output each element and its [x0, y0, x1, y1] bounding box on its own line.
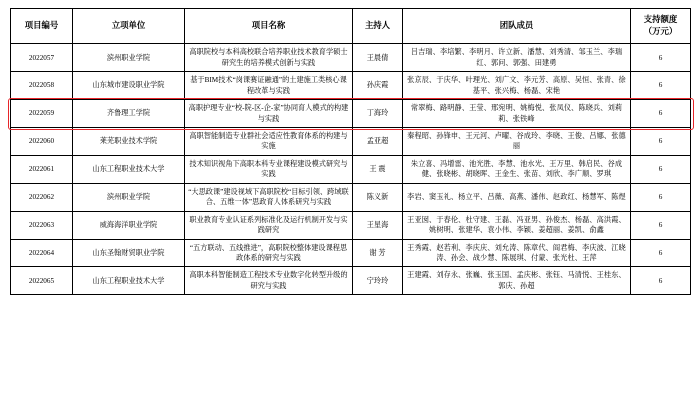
cell-project-name: 职业教育专业认证系列标准化及运行机制开发与实践研究 — [185, 211, 353, 239]
table-header-row — [11, 9, 691, 44]
cell-project-code: 2022064 — [11, 239, 73, 267]
cell-team-members: 张京辰、于庆华、叶理光、刘广文、李元芳、高原、吴恒、张青、徐基平、张兴梅、杨磊、宋艳 — [403, 72, 631, 100]
table-body — [11, 44, 691, 295]
cell-project-code: 2022063 — [11, 211, 73, 239]
column-header-leader: 主持人 — [353, 9, 403, 44]
cell-project-name: 高职院校与本科高校联合培养职业技术教育学硕士研究生的培养模式创新与实践 — [185, 44, 353, 72]
table-row — [11, 72, 691, 100]
cell-project-code: 2022058 — [11, 72, 73, 100]
cell-project-name: 高职智能制造专业群社会适应性教育体系的构建与实施 — [185, 128, 353, 156]
cell-team-members: 常翠梅、路明静、王莹、邢宛明、姚梅悦、张凤仪、陈晓兵、刘莉莉、张铁峰 — [403, 100, 631, 128]
cell-project-name: 基于BIM技术“岗课赛证融通”的土建施工类核心课程改革与实践 — [185, 72, 353, 100]
column-header-project: 项目名称 — [185, 9, 353, 44]
projects-table — [10, 8, 691, 295]
cell-project-name: 技术知识视角下高职本科专业课程建设模式研究与实践 — [185, 155, 353, 183]
column-header-code: 项目编号 — [11, 9, 73, 44]
cell-project-name: 高职护理专业“校-院-区-企-家”协同育人模式的构建与实践 — [185, 100, 353, 128]
cell-leader: 孟亚超 — [353, 128, 403, 156]
cell-amount: 6 — [631, 155, 691, 183]
cell-team-members: 朱立喜、冯增雷、池光胜、李慧、池水光、王万里、韩启民、谷成健、张晓彬、胡晓晖、王金生、张苗、刘欣、李广顺、罗琪 — [403, 155, 631, 183]
cell-unit: 齐鲁理工学院 — [73, 100, 185, 128]
cell-team-members: 王亚囡、于春伦、杜守建、王磊、冯亚男、孙俊杰、杨磊、高洪霞、姚树明、张建华、袁小伟、李颖、姜超丽、姜凯、俞鑫 — [403, 211, 631, 239]
cell-leader: 孙庆霞 — [353, 72, 403, 100]
table-row — [11, 155, 691, 183]
table-row — [11, 267, 691, 295]
cell-project-name: 高职本科智能制造工程技术专业数字化转型升级的研究与实践 — [185, 267, 353, 295]
table-row — [11, 44, 691, 72]
cell-team-members: 李岩、窦玉礼、杨立平、吕薇、高燕、潘伟、赵政红、杨慧军、陈煜 — [403, 183, 631, 211]
cell-leader: 王 震 — [353, 155, 403, 183]
cell-unit: 莱芜职业技术学院 — [73, 128, 185, 156]
cell-amount: 6 — [631, 128, 691, 156]
cell-unit: 山东工程职业技术大学 — [73, 267, 185, 295]
cell-project-code: 2022061 — [11, 155, 73, 183]
column-header-amount — [631, 9, 691, 44]
cell-leader: 丁海玲 — [353, 100, 403, 128]
cell-project-code: 2022060 — [11, 128, 73, 156]
cell-leader: 谢 芳 — [353, 239, 403, 267]
cell-unit: 滨州职业学院 — [73, 44, 185, 72]
cell-project-code: 2022065 — [11, 267, 73, 295]
table-row — [11, 128, 691, 156]
table-row — [11, 211, 691, 239]
cell-amount: 6 — [631, 239, 691, 267]
column-header-amount-line2: （万元） — [643, 27, 678, 37]
cell-amount: 6 — [631, 211, 691, 239]
column-header-unit: 立项单位 — [73, 9, 185, 44]
cell-project-code: 2022059 — [11, 100, 73, 128]
cell-unit: 山东圣翰财贸职业学院 — [73, 239, 185, 267]
cell-amount: 6 — [631, 100, 691, 128]
table-row — [11, 239, 691, 267]
cell-project-name: “大思政课”建设视域下高职院校“目标引领、跨域联合、五维一体”思政育人体系研究与实践 — [185, 183, 353, 211]
table-row — [11, 100, 691, 128]
table-wrapper — [10, 8, 690, 295]
table-row — [11, 183, 691, 211]
cell-leader: 宁玲玲 — [353, 267, 403, 295]
cell-team-members: 王建霞、刘存永、张巍、张玉国、孟庆彬、张钰、马清悦、王桂东、郭庆、孙超 — [403, 267, 631, 295]
column-header-amount-line1: 支持额度 — [643, 15, 678, 24]
cell-team-members: 秦程昭、孙锋申、王元河、卢曜、谷成玲、李晓、王俊、吕娜、张德丽 — [403, 128, 631, 156]
cell-amount: 6 — [631, 44, 691, 72]
cell-unit: 山东工程职业技术大学 — [73, 155, 185, 183]
cell-leader: 陈义新 — [353, 183, 403, 211]
cell-amount: 6 — [631, 183, 691, 211]
cell-project-code: 2022062 — [11, 183, 73, 211]
cell-unit: 滨州职业学院 — [73, 183, 185, 211]
cell-project-name: “五方联动、五线推进”，高职院校整体建设课程思政体系的研究与实践 — [185, 239, 353, 267]
cell-team-members: 吕吉瑞、李培繁、李明月、许立新、潘慧、刘秀清、邹玉兰、李瑞红、郭问、郭强、田建勇 — [403, 44, 631, 72]
cell-unit: 山东城市建设职业学院 — [73, 72, 185, 100]
cell-amount: 6 — [631, 72, 691, 100]
cell-project-code: 2022057 — [11, 44, 73, 72]
cell-leader: 王星海 — [353, 211, 403, 239]
cell-team-members: 王秀霞、赵若利、李庆庆、刘允涛、陈章代、阎君梅、李庆波、江晓涛、孙会、战少慧、陈展琪、付蒙、张光杜、王萍 — [403, 239, 631, 267]
column-header-team: 团队成员 — [403, 9, 631, 44]
cell-leader: 王晨倩 — [353, 44, 403, 72]
cell-unit: 威海海洋职业学院 — [73, 211, 185, 239]
cell-amount: 6 — [631, 267, 691, 295]
